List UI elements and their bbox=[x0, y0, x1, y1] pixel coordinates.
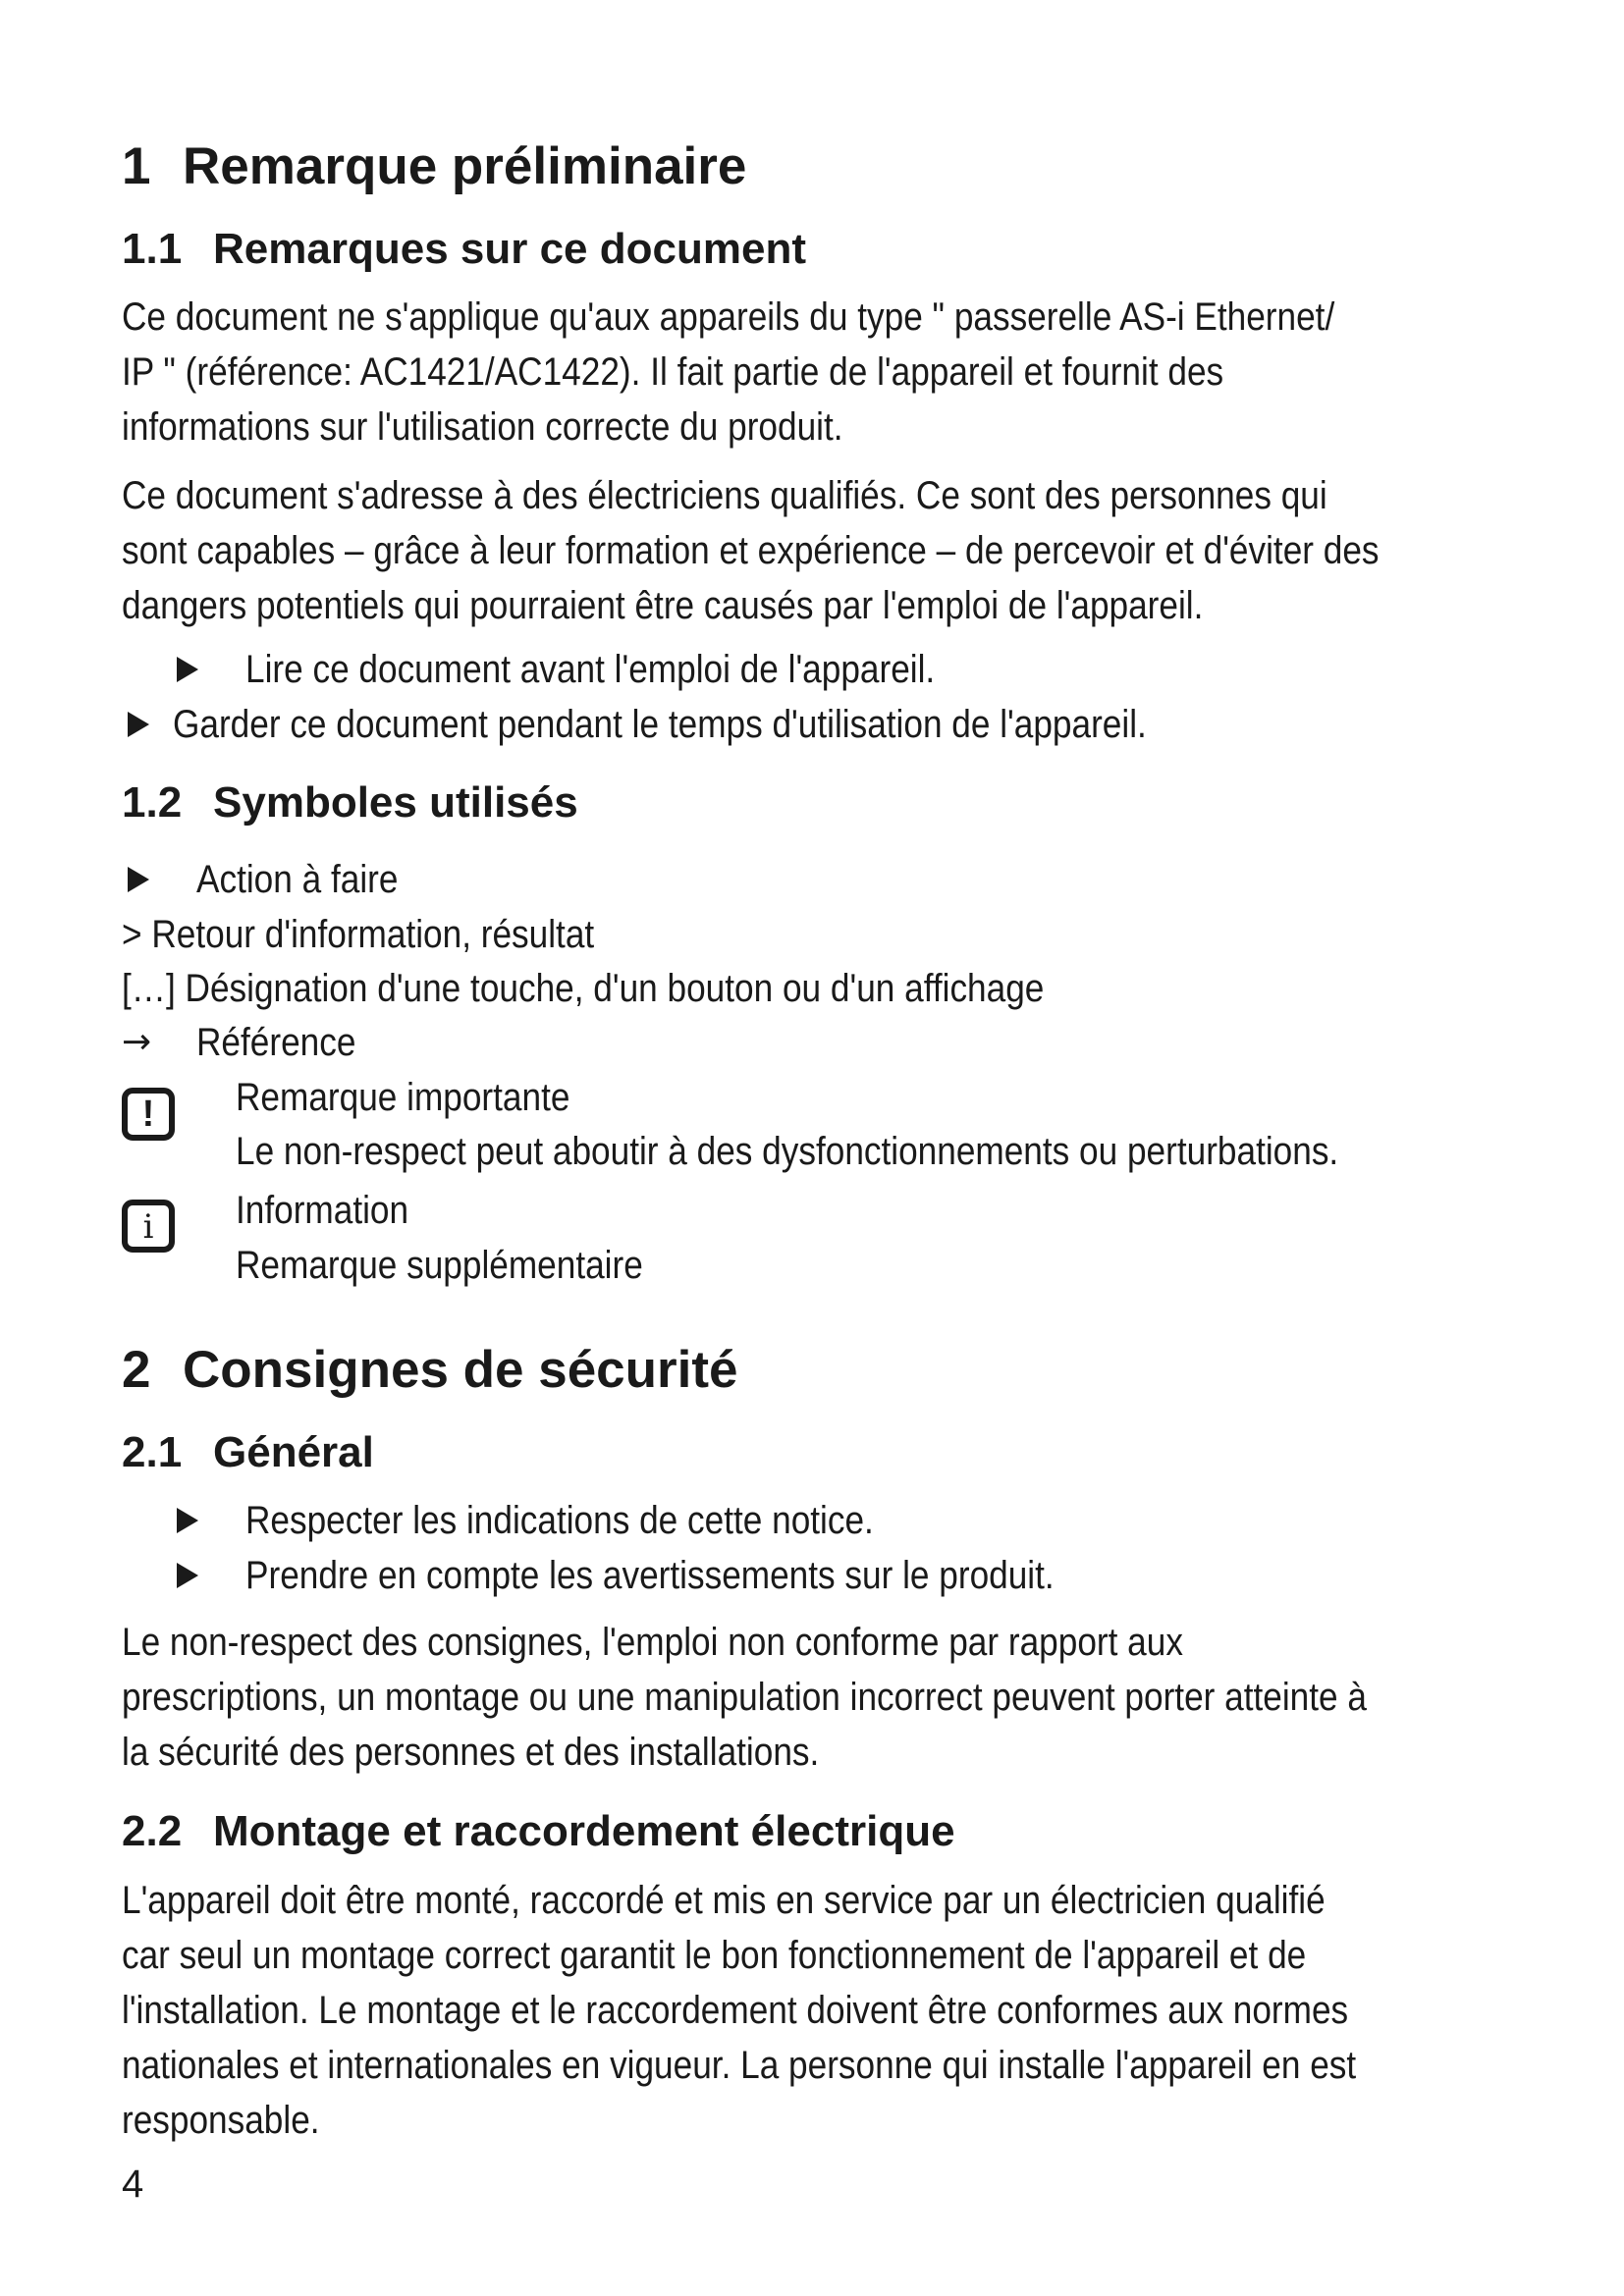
text-line: Ce document ne s'applique qu'aux appareils du type " passerelle AS-i Ethernet/ bbox=[122, 295, 1335, 339]
action-read-document: Lire ce document avant l'emploi de l'appareil. bbox=[245, 648, 936, 691]
section-number: 2 bbox=[122, 1341, 151, 1399]
subsection-title: Général bbox=[213, 1428, 374, 1476]
info-title: Information bbox=[236, 1189, 409, 1232]
reference-arrow-icon: → bbox=[122, 1022, 152, 1062]
section-1-heading bbox=[122, 135, 746, 198]
text-line: Ce document s'adresse à des électriciens qualifiés. Ce sont des personnes qui bbox=[122, 474, 1327, 517]
action-triangle-icon bbox=[177, 1508, 198, 1533]
section-title: Remarque préliminaire bbox=[183, 137, 747, 195]
designation-symbol: […] bbox=[122, 967, 176, 1010]
symbol-feedback-label: Retour d'information, résultat bbox=[151, 913, 595, 956]
subsection-number: 2.1 bbox=[122, 1428, 183, 1476]
text-line: IP " (référence: AC1421/AC1422). Il fait partie de l'appareil et fournit des bbox=[122, 350, 1224, 394]
paragraph-non-compliance bbox=[122, 1615, 1367, 1780]
text-line: Le non-respect des consignes, l'emploi non conforme par rapport aux bbox=[122, 1621, 1183, 1664]
important-text: Le non-respect peut aboutir à des dysfonctionnements ou perturbations. bbox=[236, 1130, 1339, 1173]
important-warning-icon bbox=[122, 1088, 175, 1141]
subsection-title: Symboles utilisés bbox=[213, 778, 578, 827]
symbol-action-label: Action à faire bbox=[196, 858, 399, 901]
section-number: 1 bbox=[122, 137, 151, 195]
text-line: L'appareil doit être monté, raccordé et mis en service par un électricien qualifié bbox=[122, 1879, 1326, 1922]
subsection-title: Remarques sur ce document bbox=[213, 225, 806, 273]
action-consider-warnings: Prendre en compte les avertissements sur le produit. bbox=[245, 1554, 1055, 1597]
text-line: responsable. bbox=[122, 2099, 320, 2142]
text-line: la sécurité des personnes et des installations. bbox=[122, 1731, 820, 1774]
action-triangle-icon bbox=[177, 1563, 198, 1588]
text-line: prescriptions, un montage ou une manipulation incorrect peuvent porter atteinte à bbox=[122, 1676, 1367, 1719]
subsection-number: 1.1 bbox=[122, 225, 183, 273]
action-triangle-icon bbox=[128, 712, 149, 737]
symbol-designation-row bbox=[122, 961, 1044, 1016]
section-title: Consignes de sécurité bbox=[183, 1341, 738, 1399]
subsection-title: Montage et raccordement électrique bbox=[213, 1807, 955, 1855]
subsection-1-1-heading bbox=[122, 224, 806, 275]
action-keep-document: Garder ce document pendant le temps d'utilisation de l'appareil. bbox=[173, 703, 1147, 746]
action-triangle-icon bbox=[177, 657, 198, 682]
important-title: Remarque importante bbox=[236, 1076, 570, 1119]
action-triangle-icon bbox=[128, 867, 149, 892]
feedback-symbol: > bbox=[122, 913, 142, 956]
text-line: nationales et internationales en vigueur. La personne qui installe l'appareil en est bbox=[122, 2044, 1357, 2087]
subsection-2-2-heading bbox=[122, 1806, 955, 1857]
page-number: 4 bbox=[122, 2163, 144, 2206]
text-line: dangers potentiels qui pourraient être causés par l'emploi de l'appareil. bbox=[122, 584, 1204, 627]
information-icon bbox=[122, 1200, 175, 1253]
symbol-reference-label: Référence bbox=[196, 1021, 356, 1064]
subsection-1-2-heading bbox=[122, 777, 578, 828]
info-glyph: i bbox=[142, 1207, 154, 1247]
text-line: car seul un montage correct garantit le bon fonctionnement de l'appareil et de bbox=[122, 1934, 1307, 1977]
text-line: sont capables – grâce à leur formation et expérience – de percevoir et d'éviter des bbox=[122, 529, 1380, 572]
subsection-number: 1.2 bbox=[122, 778, 183, 827]
info-text: Remarque supplémentaire bbox=[236, 1244, 643, 1287]
exclamation-glyph: ! bbox=[141, 1094, 155, 1135]
symbol-feedback-row bbox=[122, 907, 594, 962]
text-line: informations sur l'utilisation correcte du produit. bbox=[122, 405, 843, 449]
subsection-number: 2.2 bbox=[122, 1807, 183, 1855]
section-2-heading bbox=[122, 1339, 738, 1402]
symbol-designation-label: Désignation d'une touche, d'un bouton ou d'un affichage bbox=[185, 967, 1045, 1010]
text-line: l'installation. Le montage et le raccordement doivent être conformes aux normes bbox=[122, 1989, 1349, 2032]
paragraph-document-scope bbox=[122, 290, 1349, 454]
subsection-2-1-heading bbox=[122, 1427, 374, 1478]
action-respect-instructions: Respecter les indications de cette notice. bbox=[245, 1499, 874, 1542]
paragraph-audience bbox=[122, 468, 1380, 633]
paragraph-installation bbox=[122, 1873, 1357, 2148]
